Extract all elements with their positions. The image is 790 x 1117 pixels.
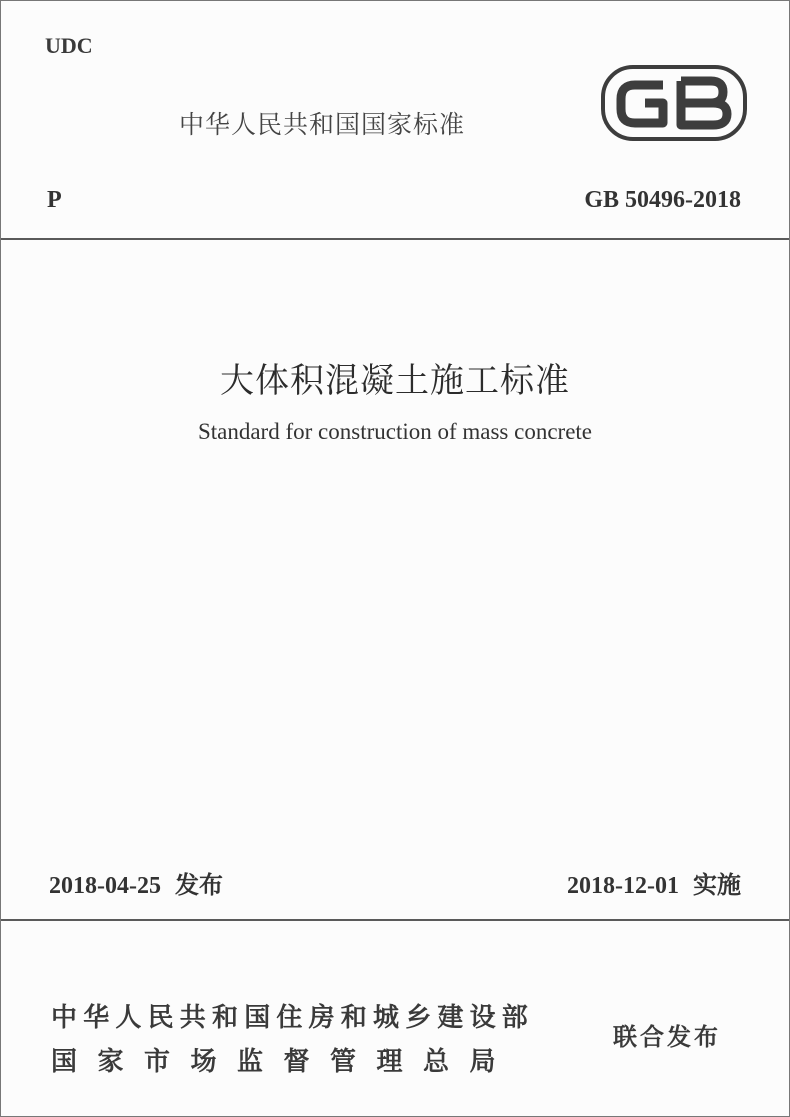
classification-code: P (47, 187, 62, 213)
bottom-divider (1, 919, 789, 921)
joint-issue-label: 联合发布 (613, 1023, 721, 1051)
standard-number: GB 50496-2018 (584, 187, 741, 213)
gb-logo (601, 65, 747, 141)
publisher-administration: 国家市场监督管理总局 (51, 1047, 517, 1077)
udc-label: UDC (45, 33, 93, 58)
implementation-label: 实施 (693, 871, 741, 899)
issue-label: 发布 (174, 871, 223, 899)
title-chinese: 大体积混凝土施工标准 (220, 361, 570, 401)
publisher-ministry: 中华人民共和国住房和城乡建设部 (51, 1003, 535, 1033)
gb-logo-icon (601, 65, 747, 141)
top-divider (1, 238, 789, 240)
issue-date: 2018-04-25 (49, 873, 161, 899)
title-english: Standard for construction of mass concrete (197, 419, 593, 444)
implementation-date-line (567, 865, 741, 900)
implementation-date: 2018-12-01 (567, 873, 679, 899)
issue-date-line (49, 865, 223, 900)
national-standard-heading: 中华人民共和国国家标准 (179, 110, 466, 139)
